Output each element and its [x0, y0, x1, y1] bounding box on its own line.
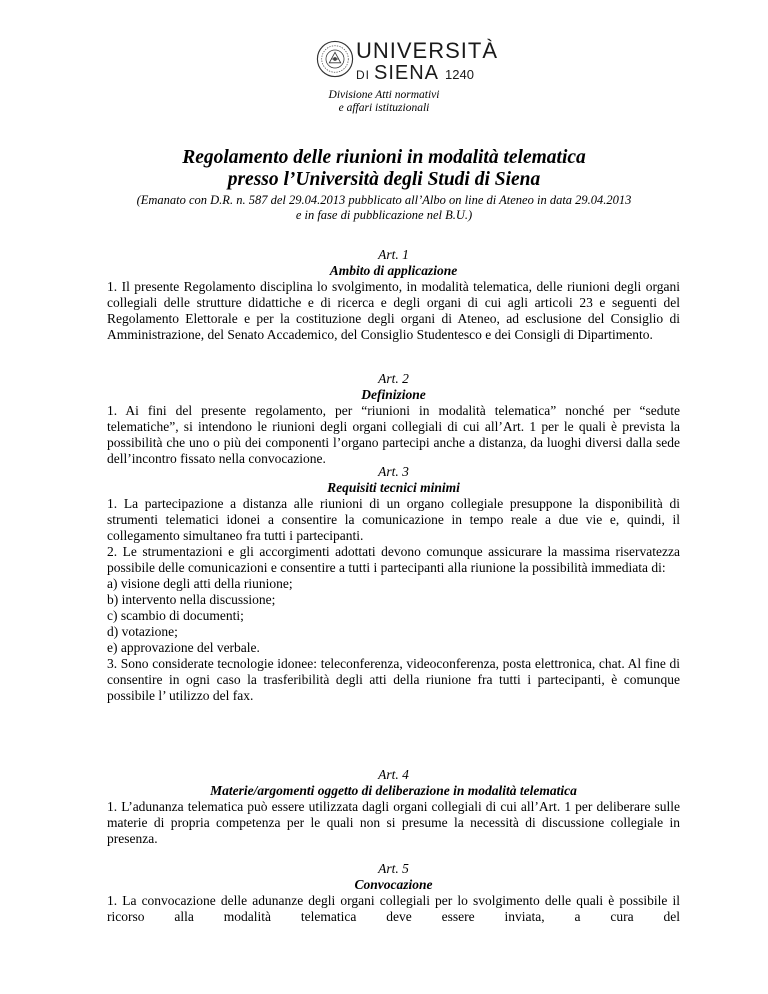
- article-5: [107, 861, 680, 925]
- article-paragraph: 2. Le strumentazioni e gli accorgimenti adottati devono comunque assicurare la massima riservatezza possibile delle comunicazioni e consentire a tutti i partecipanti alla riunione la possibilità immediata di:: [107, 544, 680, 575]
- university-year: 1240: [445, 67, 474, 82]
- article-number: Art. 4: [378, 767, 409, 782]
- title-line-1: Regolamento delle riunioni in modalità telematica: [182, 147, 586, 168]
- article-body: [107, 799, 680, 847]
- article-heading: Definizione: [361, 387, 426, 402]
- article-body: [107, 279, 680, 343]
- division-label: [0, 89, 768, 115]
- university-city-line: [356, 62, 474, 85]
- university-di: DI: [356, 68, 370, 82]
- document-subtitle: [0, 193, 768, 223]
- article-3: [107, 464, 680, 704]
- article-body: [107, 403, 680, 467]
- article-2: [107, 371, 680, 467]
- article-number: Art. 5: [378, 861, 409, 876]
- article-heading: Ambito di applicazione: [329, 263, 458, 278]
- university-name: UNIVERSITÀ: [356, 38, 499, 63]
- article-paragraph: 3. Sono considerate tecnologie idonee: teleconferenza, videoconferenza, posta elettronica, chat. Al fine di consentire in ogni caso la trasferibilità degli atti della riunione fra tutti i partecipanti, è comunque possibile l’ utilizzo del fax.: [107, 656, 680, 703]
- article-heading: Requisiti tecnici minimi: [327, 480, 460, 495]
- article-heading: Materie/argomenti oggetto di deliberazione in modalità telematica: [210, 783, 577, 798]
- article-body: [107, 893, 680, 925]
- article-paragraph: 1. Il presente Regolamento disciplina lo svolgimento, in modalità telematica, delle riunioni degli organi collegiali delle strutture didattiche e di ricerca e degli organi di cui agli articoli 23 e seguenti del Regolamento Elettorale e per la costituzione degli organi di Ateneo, ad esclusione del Consiglio di Amministrazione, del Senato Accademico, del Consiglio Studentesco e dei Consigli di Dipartimento.: [107, 279, 680, 342]
- university-siena: SIENA: [374, 62, 440, 84]
- article-number: Art. 3: [378, 464, 409, 479]
- article-1: [107, 247, 680, 343]
- article-heading: Convocazione: [354, 877, 433, 892]
- university-seal-icon: [316, 40, 354, 78]
- article-paragraph: 1. La partecipazione a distanza alle riunioni di un organo collegiale presuppone la disponibilità di strumenti telematici idonei a consentire la comunicazione in tempo reale a due vie e, quindi, il collegamento simultaneo fra tutti i partecipanti.: [107, 496, 680, 543]
- article-list-item: b) intervento nella discussione;: [107, 592, 276, 607]
- division-line-1: Divisione Atti normativi: [328, 89, 440, 101]
- article-body: [107, 496, 680, 704]
- article-list-item: a) visione degli atti della riunione;: [107, 576, 293, 591]
- article-number: Art. 1: [378, 247, 409, 262]
- article-paragraph: 1. L’adunanza telematica può essere utilizzata dagli organi collegiali di cui all’Art. 1 per deliberare sulle materie di propria competenza per le quali non si presume la necessità di discussione collegiale in presenza.: [107, 799, 680, 846]
- subtitle-line-2: e in fase di pubblicazione nel B.U.): [295, 208, 473, 222]
- article-list-item: c) scambio di documenti;: [107, 608, 244, 623]
- document-title: [0, 147, 768, 191]
- article-paragraph: 1. Ai fini del presente regolamento, per “riunioni in modalità telematica” nonché per “sedute telematiche”, si intendono le riunioni degli organi collegiali di cui all’Art. 1 per le quali è prevista la possibilità che uno o più dei componenti l’organo partecipi anche a distanza, da luoghi diversi dalla sede dell’incontro fissato nella convocazione.: [107, 403, 680, 466]
- article-paragraph: 1. La convocazione delle adunanze degli organi collegiali per lo svolgimento delle quali è possibile il ricorso alla modalità telematica deve essere inviata, a cura del: [107, 893, 680, 924]
- division-line-2: e affari istituzionali: [338, 102, 430, 114]
- article-number: Art. 2: [378, 371, 409, 386]
- subtitle-line-1: (Emanato con D.R. n. 587 del 29.04.2013 pubblicato all’Albo on line di Ateneo in data 29.04.2013: [136, 193, 632, 207]
- article-list-item: d) votazione;: [107, 624, 178, 639]
- title-line-2: presso l’Università degli Studi di Siena: [227, 169, 541, 190]
- article-4: [107, 767, 680, 847]
- article-list-item: e) approvazione del verbale.: [107, 640, 260, 655]
